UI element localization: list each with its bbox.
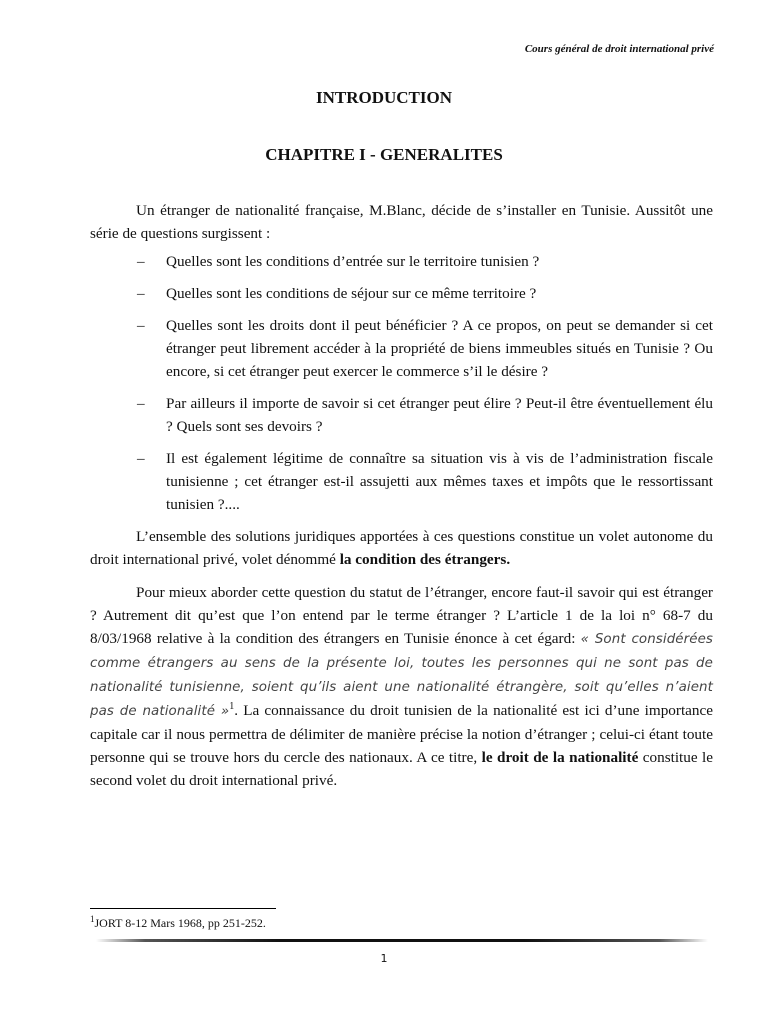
paragraph-text: Pour mieux aborder cette question du statut de l’étranger, encore faut-il savoir qui est étranger ? Autrement dit qu’est que l’on entend par le terme étranger ? L’article 1 de la loi n° 68-7 du 8/03/1968 relative à la condition des étrangers en Tunisie énonce à cet égard: (90, 584, 713, 647)
paragraph-text: . La connaissance du droit tunisien de la nationalité est ici d’une importance capitale car il nous permettra de délimiter de manière précise la notion d’étranger ; celui-ci étant toute personne qui se trouve hors du cercle des nationaux. A ce titre, (90, 702, 713, 766)
paragraph-text: L’ensemble des solutions juridiques apportées à ces questions constitue un volet autonome du droit international privé, volet dénommé (90, 528, 713, 568)
paragraph-condition-etrangers (90, 525, 713, 571)
footnote-number: 1 (90, 914, 95, 924)
page-title: INTRODUCTION (315, 88, 453, 107)
dash-bullet: – (137, 450, 145, 467)
law-quote: « Sont considérées comme étrangers au sens de la présente loi, toutes les personnes qui ne sont pas de nationalité tunisienne, soient qu’ils aient une nationalité étrangère, soit qu’elles n’aient pas de nationalité » (90, 632, 713, 719)
list-item (90, 282, 713, 305)
chapter-title: CHAPITRE I - GENERALITES (265, 145, 503, 164)
list-item-text: Par ailleurs il importe de savoir si cet étranger peut élire ? Peut-il être éventuellement élu ? Quels sont ses devoirs ? (166, 395, 713, 435)
paragraph-text: constitue le second volet du droit international privé. (90, 749, 714, 789)
list-item-text: Quelles sont les conditions d’entrée sur le territoire tunisien ? (166, 253, 540, 270)
list-item (90, 447, 713, 516)
list-item-text: Il est également légitime de connaître sa situation vis à vis de l’administration fiscale tunisienne ; cet étranger est-il assujetti aux mêmes taxes et impôts que le ressortissant tunisien ?.... (166, 450, 713, 513)
page-number: 1 (380, 952, 388, 965)
footnote (90, 916, 266, 931)
list-item-text: Quelles sont les conditions de séjour sur ce même territoire ? (166, 285, 537, 302)
list-item (90, 250, 713, 273)
paragraph-definition (90, 581, 713, 792)
dash-bullet: – (137, 317, 145, 334)
bold-term: la condition des étrangers. (339, 551, 511, 568)
footnote-reference: 1 (229, 700, 235, 712)
question-list (90, 250, 713, 516)
bold-term: le droit de la nationalité (481, 749, 639, 766)
footnote-text: JORT 8-12 Mars 1968, pp 251-252. (94, 916, 266, 930)
list-item-text: Quelles sont les droits dont il peut bénéficier ? A ce propos, on peut se demander si cet étranger peut librement accéder à la propriété de biens immeubles situés en Tunisie ? Ou encore, si cet étranger peut exercer le commerce s’il le désire ? (166, 317, 713, 380)
running-header: Cours général de droit international privé (524, 43, 714, 55)
document-body (90, 199, 713, 802)
dash-bullet: – (137, 285, 145, 302)
list-item (90, 314, 713, 383)
footer-rule (96, 939, 708, 942)
dash-bullet: – (137, 395, 145, 412)
footnote-separator (90, 908, 276, 909)
dash-bullet: – (137, 253, 145, 270)
intro-paragraph: Un étranger de nationalité française, M.Blanc, décide de s’installer en Tunisie. Aussitôt une série de questions surgissent : (90, 202, 713, 242)
list-item (90, 392, 713, 438)
